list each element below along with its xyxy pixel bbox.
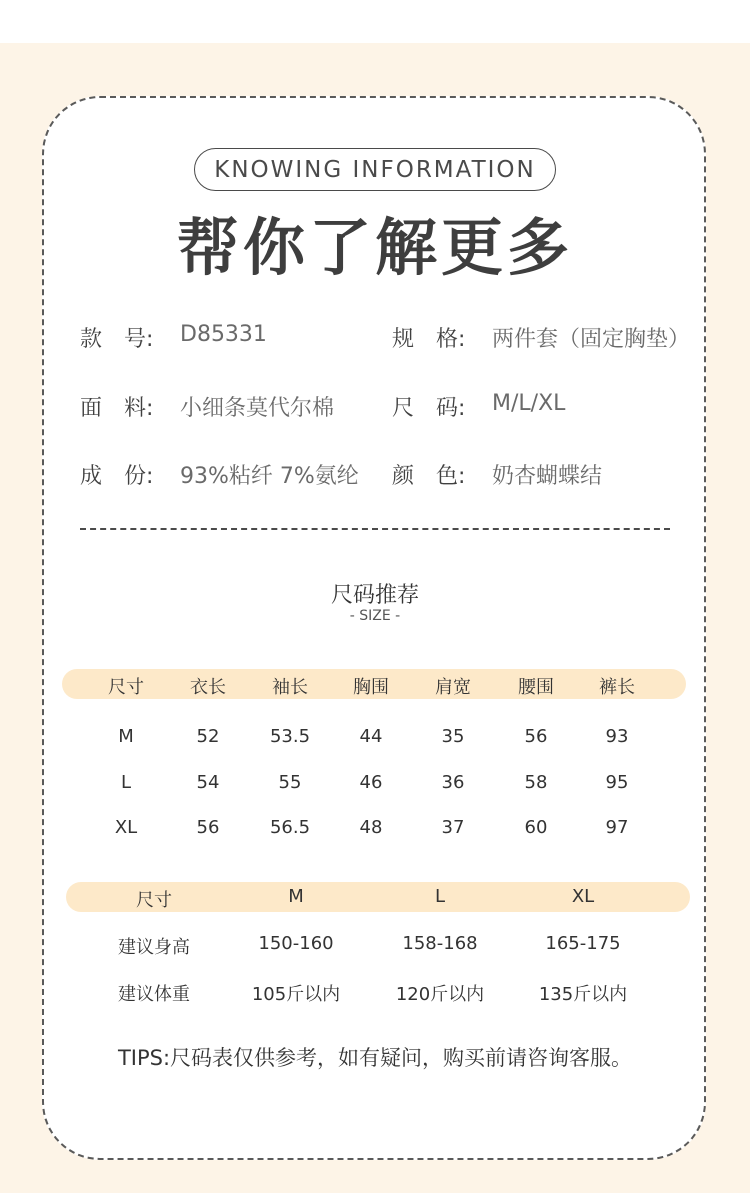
info-key: 款 号: bbox=[80, 327, 154, 352]
fit-table-cell: 158-168 bbox=[402, 933, 478, 954]
size-table-cell: 95 bbox=[605, 772, 629, 793]
info-key: 成 份: bbox=[80, 464, 154, 489]
fit-table-header: XL bbox=[571, 886, 595, 907]
fit-table-cell: 165-175 bbox=[545, 933, 621, 954]
info-row-spec bbox=[392, 322, 702, 358]
tips-note: TIPS:尺码表仅供参考，如有疑问，购买前请咨询客服。 bbox=[117, 1046, 633, 1070]
english-heading: KNOWING INFORMATION bbox=[214, 156, 536, 183]
info-row-sizes bbox=[392, 391, 702, 427]
size-table-header: 腰围 bbox=[518, 677, 554, 698]
size-table-header: 衣长 bbox=[190, 677, 226, 698]
size-table-header: 裤长 bbox=[599, 677, 635, 698]
fit-table-cell: 建议身高 bbox=[118, 937, 190, 958]
info-value: D85331 bbox=[180, 322, 267, 347]
section-divider bbox=[80, 528, 670, 530]
size-table-header: 尺寸 bbox=[108, 677, 144, 698]
size-table-cell: 56 bbox=[524, 726, 548, 747]
size-table-header: 肩宽 bbox=[435, 677, 471, 698]
info-row-color bbox=[392, 459, 702, 495]
info-row-composition bbox=[80, 459, 380, 495]
size-table-cell: 46 bbox=[359, 772, 383, 793]
size-table-cell: 56.5 bbox=[269, 817, 311, 838]
info-row-fabric bbox=[80, 391, 380, 427]
size-table-cell: 44 bbox=[359, 726, 383, 747]
size-table-cell: 35 bbox=[441, 726, 465, 747]
size-table-cell: 60 bbox=[524, 817, 548, 838]
size-table-header: 袖长 bbox=[272, 677, 308, 698]
size-table-cell: 56 bbox=[196, 817, 220, 838]
fit-table-cell: 105斤以内 bbox=[251, 984, 341, 1005]
size-table-cell: 93 bbox=[605, 726, 629, 747]
fit-table-header: L bbox=[434, 886, 446, 907]
fit-table-header: M bbox=[288, 886, 304, 907]
size-table-header: 胸围 bbox=[353, 677, 389, 698]
info-value: 两件套（固定胸垫） bbox=[492, 327, 691, 352]
fit-table-cell: 135斤以内 bbox=[538, 984, 628, 1005]
fit-table-cell: 150-160 bbox=[258, 933, 334, 954]
size-table-cell: M bbox=[118, 726, 134, 747]
size-table-cell: 37 bbox=[441, 817, 465, 838]
size-table-cell: 54 bbox=[196, 772, 220, 793]
info-key: 面 料: bbox=[80, 396, 154, 421]
info-key: 颜 色: bbox=[392, 464, 466, 489]
size-section-subtitle: - SIZE - bbox=[349, 608, 401, 624]
size-table-cell: 97 bbox=[605, 817, 629, 838]
size-table-cell: XL bbox=[114, 817, 138, 838]
info-value: 奶杏蝴蝶结 bbox=[492, 464, 603, 489]
size-table-cell: 52 bbox=[196, 726, 220, 747]
english-heading-pill bbox=[194, 148, 556, 191]
size-table-cell: L bbox=[120, 772, 132, 793]
size-table-cell: 53.5 bbox=[269, 726, 311, 747]
info-row-style-no bbox=[80, 322, 380, 358]
info-key: 规 格: bbox=[392, 327, 466, 352]
info-value: 93%粘纤 7%氨纶 bbox=[180, 464, 359, 489]
fit-table-cell: 120斤以内 bbox=[395, 984, 485, 1005]
fit-table-header: 尺寸 bbox=[136, 890, 172, 911]
size-table-cell: 36 bbox=[441, 772, 465, 793]
info-key: 尺 码: bbox=[392, 396, 466, 421]
page-title: 帮你了解更多 bbox=[176, 211, 573, 284]
info-value: 小细条莫代尔棉 bbox=[180, 396, 335, 421]
size-table-cell: 48 bbox=[359, 817, 383, 838]
size-table-cell: 58 bbox=[524, 772, 548, 793]
size-section-title: 尺码推荐 bbox=[330, 583, 419, 608]
size-table-cell: 55 bbox=[278, 772, 302, 793]
fit-table-cell: 建议体重 bbox=[118, 984, 190, 1005]
info-value: M/L/XL bbox=[492, 391, 566, 416]
